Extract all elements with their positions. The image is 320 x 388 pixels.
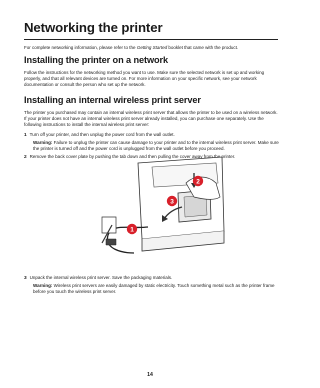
intro-text: For complete networking information, please refer to the xyxy=(24,45,137,50)
step-number: 1 xyxy=(24,133,27,138)
printer-illustration xyxy=(82,153,226,265)
page-title: Networking the printer xyxy=(24,20,163,35)
intro-text-end: booklet that came with the product. xyxy=(167,45,239,50)
callout-number-3: 3 xyxy=(170,198,174,206)
title-rule xyxy=(24,39,278,40)
warning-text: Failure to unplug the printer can cause damage to your printer and to the internal wireless print server. Make sure the printer is turned off and the power cord is unplugged from the wall outlet before you proceed. xyxy=(33,140,279,152)
warning-label: Warning: xyxy=(33,283,53,288)
warning-label: Warning: xyxy=(33,140,53,145)
page-number: 14 xyxy=(147,372,153,378)
section-heading-wireless: Installing an internal wireless print server xyxy=(24,95,201,105)
power-plug xyxy=(106,239,116,245)
step-text: Unpack the internal wireless print server. Save the packaging materials. xyxy=(29,275,173,280)
step-1 xyxy=(24,132,280,139)
section-heading-network: Installing the printer on a network xyxy=(24,55,169,65)
step-1-warning xyxy=(33,140,279,152)
step-3-warning xyxy=(33,283,279,295)
step-text: Turn off your printer, and then unplug the power cord from the wall outlet. xyxy=(29,132,175,137)
step-number: 3 xyxy=(24,276,27,281)
callout-number-2: 2 xyxy=(196,178,200,186)
callout-number-1: 1 xyxy=(130,226,134,234)
step-number: 2 xyxy=(24,155,27,160)
section-body-wireless: The printer you purchased may contain an internal wireless print server that allows the printer to be used on a wireless network. If your printer does not have an internal wireless print server already installed, you can purchase one separately. Use the following instructions to install the internal wireless print server: xyxy=(24,110,278,128)
intro-booklet-title: Getting Started xyxy=(136,45,168,50)
intro-paragraph xyxy=(24,45,280,51)
step-3 xyxy=(24,275,280,282)
section-body-network: Follow the instructions for the networking method you want to use. Make sure the selected network is set up and working properly, and that all relevant devices are turned on. For more information on your specific network, see your network documentation or consult the person who set up the network. xyxy=(24,70,265,88)
warning-text: Wireless print servers are easily damaged by static electricity. Touch something metal such as the printer frame before you touch the wireless print server. xyxy=(33,283,275,295)
step-text: Remove the back cover plate by pushing the tab down and then pulling the cover away from the printer. xyxy=(29,154,236,159)
